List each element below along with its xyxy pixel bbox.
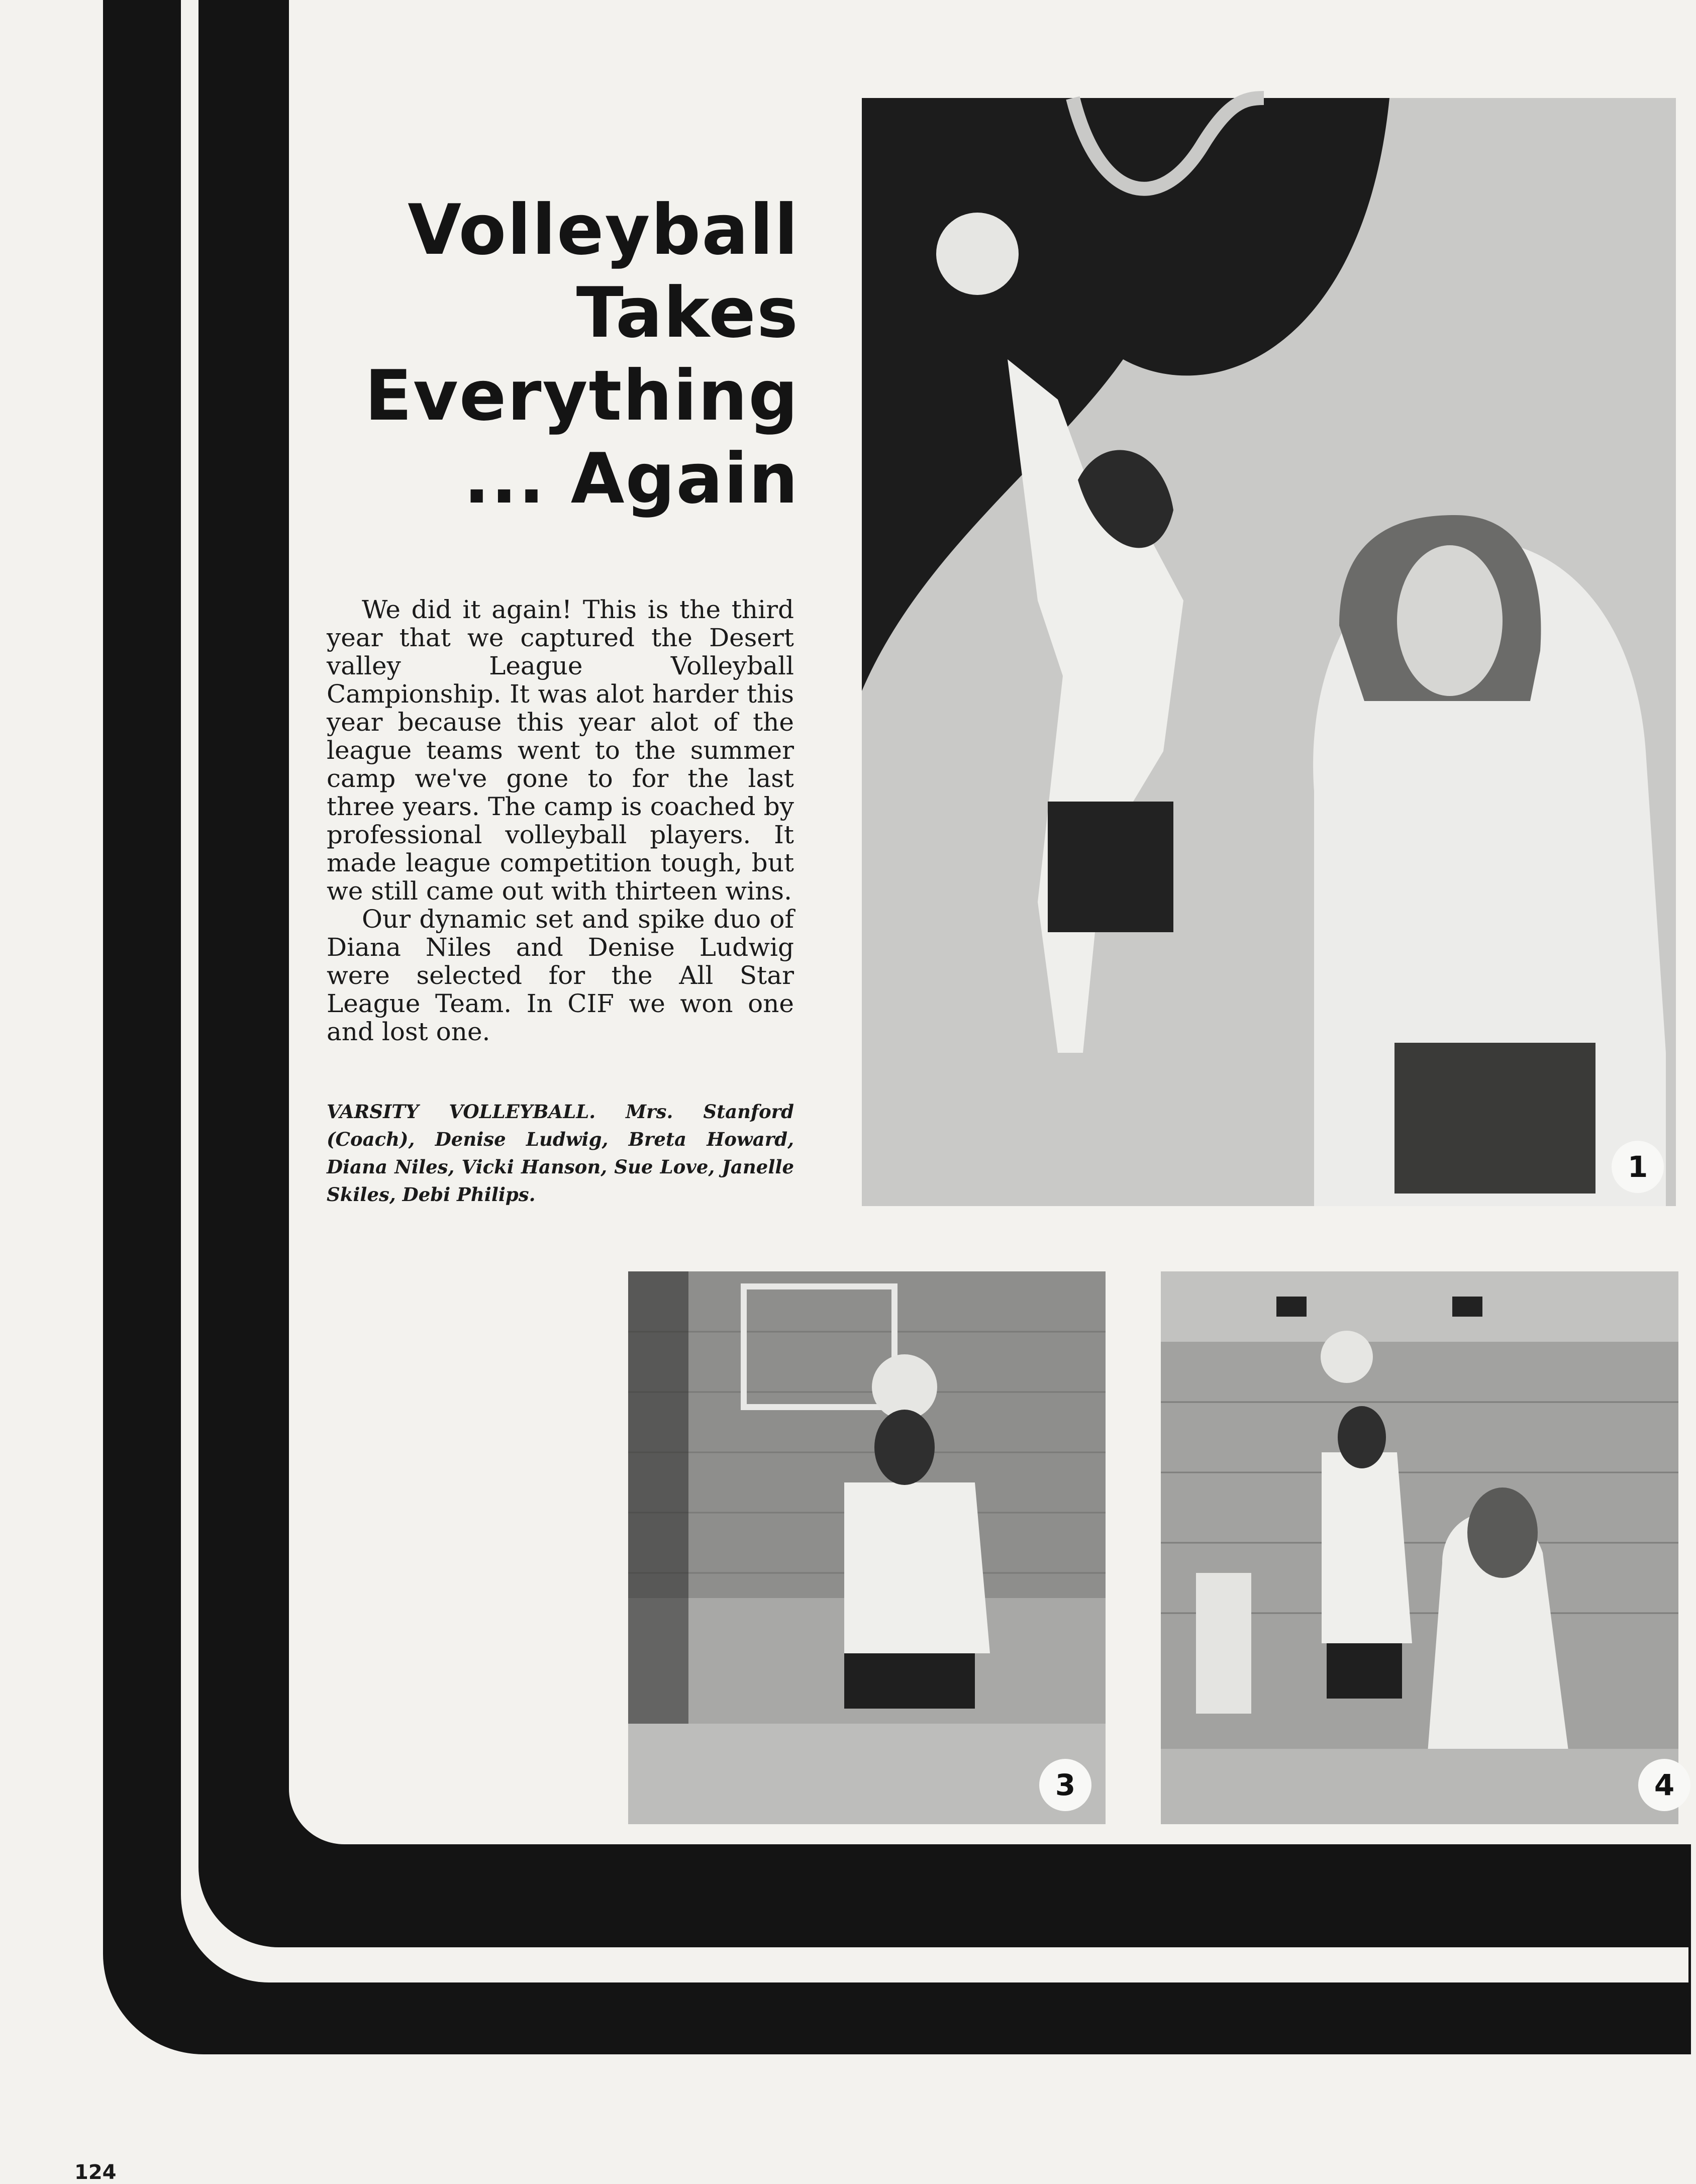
article-body [327, 595, 794, 1046]
headline-line-2: Takes [576, 272, 799, 353]
article-paragraph-1: We did it again! This is the third year that we captured the Desert valley League Volleyball Campionship. It was alot harder this year because this year alot of the league teams went to the summer camp we've gone to for the last three years. The camp is coached by professional volleyball players. It made league competition tough, but we still came out with thirteen wins. [327, 595, 794, 906]
headline-line-1: Volleyball [408, 189, 799, 270]
photo-4-scene [1161, 1271, 1678, 1824]
photo-1 [862, 98, 1676, 1206]
photo-4 [1161, 1271, 1678, 1824]
photo-4-number-badge: 4 [1638, 1759, 1690, 1811]
headline-line-3: Everything [364, 355, 799, 436]
photo-1-scene [862, 98, 1676, 1206]
photo-3-scene [628, 1271, 1106, 1824]
headline-line-4: ... Again [463, 438, 799, 519]
page-number: 124 [74, 2161, 117, 2184]
photo-3-number-badge: 3 [1039, 1759, 1091, 1811]
page-headline [347, 188, 799, 520]
article-paragraph-2: Our dynamic set and spike duo of Diana Niles and Denise Ludwig were selected for the All Star League Team. In CIF we won one and lost one. [327, 905, 794, 1046]
photo-3 [628, 1271, 1106, 1824]
team-caption: VARSITY VOLLEYBALL. Mrs. Stanford (Coach), Denise Ludwig, Breta Howard, Diana Niles, Vicki Hanson, Sue Love, Janelle Skiles, Debi Philips. [327, 1101, 794, 1206]
photo-1-number-badge: 1 [1612, 1141, 1664, 1193]
